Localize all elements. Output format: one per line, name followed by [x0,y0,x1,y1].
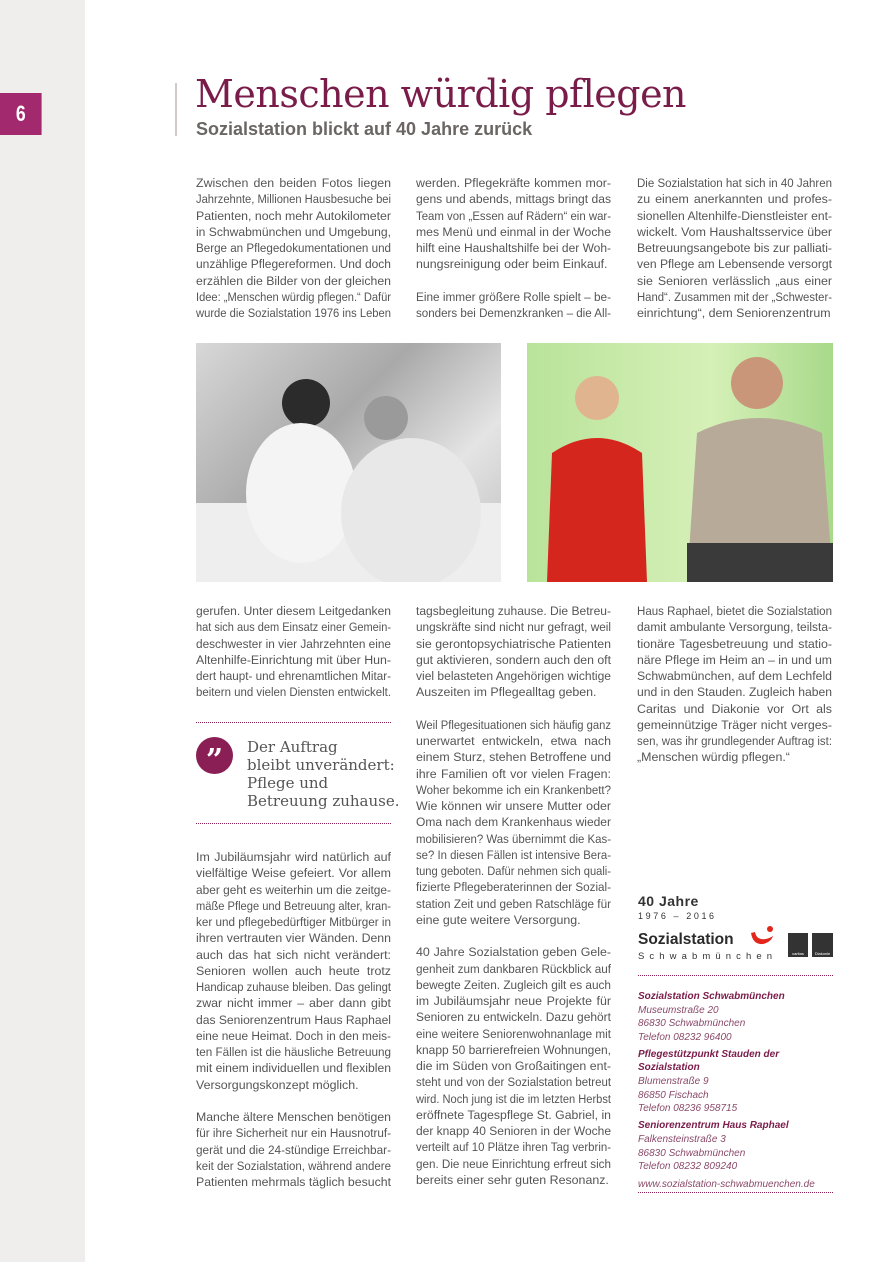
article-column-2-bottom [416,603,612,1188]
text-line [196,619,392,635]
text-line [416,289,612,305]
text-line-content: Versorgungskonzept möglich. [196,1077,359,1092]
smile-logo-icon [749,925,775,947]
text-line-content: Patienten, noch mehr Autokilometer [196,208,391,223]
text-line-content: knapp 50 barrierefreien Wohnungen, [416,1042,611,1057]
contact-city: 86850 Fischach [638,1089,709,1101]
text-line-content: beitern und vielen Diensten entwickelt. [196,685,391,700]
text-line-content: keit der Sozialstation, während andere [196,1158,391,1173]
text-line-content: Caritas und Diakonie vor Ort als [637,701,832,716]
text-line [196,256,392,272]
text-line [196,1060,392,1076]
text-line-content: fizierte Pflegeberaterinnen der Sozial- [416,880,611,895]
text-line [416,175,612,191]
text-line-content: Senioren zu entwickeln. Dazu gehört [416,1010,611,1025]
text-line-content: das Seniorenzentrum Haus Raphael [196,1012,391,1027]
divider-dotted [638,1192,833,1193]
text-line-content: Betreuungsangebote bis zur palliati- [637,241,832,255]
text-line [637,733,833,749]
text-line [416,944,612,960]
anniversary-title: 40 Jahre [638,893,699,909]
text-line [416,636,612,652]
text-line [637,603,833,619]
text-line-content: eine weitere Seniorenwohnanlage mit [416,1026,611,1041]
divider-dotted [196,823,391,824]
article-column-1-bottom [196,849,392,1190]
text-line [196,930,392,946]
text-line-content: unzählige Pflegereformen. Und doch [196,257,391,272]
text-line [637,684,833,700]
text-line-content: nungsreinigung oder beim Einkauf. [416,257,608,272]
text-line [637,701,833,717]
text-line-content: einrichtung“, dem Seniorenzentrum [637,306,831,320]
text-line [416,684,612,700]
text-line-content: mit einem individuellen und flexiblen [196,1061,391,1076]
text-line-content: Manche ältere Menschen benötigen [196,1110,391,1124]
text-line [416,912,612,928]
text-line [637,240,833,256]
pull-quote [247,738,400,810]
text-line-content: und in den Stauden. Zugleich haben [637,685,832,700]
text-line [416,1123,612,1139]
text-line [196,289,392,305]
text-line [196,1109,392,1125]
text-line-content: sonders bei Demenzkranken – die All- [416,306,611,320]
text-line-content: „Menschen würdig pflegen.“ [637,750,790,765]
text-line-content: mäße Pflege und Betreuung alter, kran- [196,898,391,913]
article-column-2-top [416,175,612,321]
text-line [416,879,612,895]
text-line [196,1044,392,1060]
pull-quote-line: Pflege und [247,774,329,792]
page-subtitle: Sozialstation blickt auf 40 Jahre zurück [196,119,533,139]
text-line-content: Zwischen den beiden Fotos liegen [196,176,391,190]
historic-photo-illustration [196,343,501,582]
text-line-content: gerät und die 24-stündige Erreichbar- [196,1142,391,1157]
text-line [416,1172,612,1188]
text-line-content: Wie können wir unsere Mutter oder [416,799,611,813]
text-line [416,961,612,977]
text-line-content: ker und pflegebedürftiger Mitbürger in [196,915,391,929]
contact-entry [638,1048,838,1116]
text-line-content: genheit zum dankbaren Rückblick auf [416,961,611,976]
text-line [196,1028,392,1044]
text-line-content: Handicap zuhause bleiben. Das gelingt [196,980,391,994]
text-line-content: hat sich aus dem Einsatz einer Gemein- [196,620,391,635]
text-line [196,1158,392,1174]
text-line-content: Eine immer größere Rolle spielt – be- [416,289,611,304]
text-line-content: damit ambulante Versorgung, teilsta- [637,620,832,635]
modern-photo-illustration [527,343,833,582]
text-line-content: Team von „Essen auf Rädern“ ein war- [416,208,611,223]
text-line [416,798,612,814]
text-line-content: vielfältige Weise gefeiert. Vor allem [196,866,391,881]
text-line-content: ihren vertrauten vier Wänden. Denn [196,931,391,946]
page-margin-strip [0,0,85,1262]
pull-quote-line: bleibt unverändert: [247,756,395,774]
text-line [196,273,392,289]
contact-name: Seniorenzentrum Haus Raphael [638,1120,789,1132]
text-line [416,1026,612,1042]
text-line-content: viel belasteten Angehörigen wichtige [416,669,611,683]
text-line-content: Hand“. Zusammen mit der „Schwester- [637,289,832,304]
text-line-content: ungskräfte sind nicht nur gefragt, weil [416,620,611,635]
diakonie-logo: Diakonie [812,933,833,957]
text-line [416,1156,612,1172]
article-column-1-top [196,175,392,321]
text-line-content: Patienten mehrmals täglich besucht [196,1175,391,1189]
text-line-content: gens und abends, mittags bringt das [416,192,611,207]
text-line-content: wird. Noch jung ist die im letzten Herbst [416,1091,611,1106]
text-line-content: se? In diesen Fällen ist intensive Bera- [416,847,611,862]
website-link[interactable]: www.sozialstation-schwabmuenchen.de [638,1178,815,1190]
text-line-content: Haus Raphael, bietet die Sozialstation [637,604,832,618]
text-line-content: zu einem anerkannten und profes- [637,192,832,207]
text-line [416,668,612,684]
text-line [416,831,612,847]
text-line [637,175,833,191]
article-column-3-bottom [637,603,833,766]
text-line-content: sen, was ihr grundlegender Auftrag ist: [637,734,832,748]
anniversary-years: 1976 – 2016 [638,911,717,921]
text-line-content: bereits einer sehr guten Resonanz. [416,1172,609,1187]
text-line [196,914,392,930]
text-line [196,636,392,652]
contact-entry [638,1119,838,1173]
page-title: Menschen würdig pflegen [195,72,687,116]
text-line [416,733,612,749]
pull-quote-line: Betreuung zuhause. [247,792,400,810]
divider-dotted [638,975,833,976]
text-line-content: zwar nicht immer – aber dann gibt [196,996,391,1011]
text-line [416,1107,612,1123]
text-line-content: sionellen Altenhilfe-Dienstleister ent- [637,208,832,223]
text-line [416,1139,612,1155]
text-line-content: Idee: „Menschen würdig pflegen.“ Dafür [196,289,391,304]
text-line [416,1009,612,1025]
contact-phone: Telefon 08232 809240 [638,1161,738,1173]
text-line [637,668,833,684]
text-line [416,1042,612,1058]
text-line-content: gen. Die neue Einrichtung erfreut sich [416,1156,611,1171]
text-line-content: auch das hat sich nicht verändert: [196,947,391,962]
text-line-content: Altenhilfe-Einrichtung mit über Hun- [196,652,391,667]
text-line [196,947,392,963]
text-line-content: unerwartet entwickeln, etwa nach [416,734,611,748]
text-line-content: im Jubiläumsjahr neue Projekte für [416,994,611,1008]
text-line [416,1074,612,1090]
modern-photo-blood-pressure-check [527,343,833,582]
text-line-content: ven Pflege am Lebensende versorgt [637,257,832,272]
text-line-content: sie Senioren verlässlich „aus einer [637,273,832,288]
text-line-content: in Schwabmünchen und Umgebung, [196,224,391,239]
text-line [416,191,612,207]
text-line [196,1142,392,1158]
contact-street: Blumenstraße 9 [638,1076,709,1088]
text-line-content: ihre Familien oft vor vielen Fragen: [416,766,611,781]
text-line [196,305,392,321]
text-line [416,749,612,765]
text-line-content: verteilt auf 10 Plätze ihren Tag verbrin- [416,1140,611,1155]
contact-street: Museumstraße 20 [638,1004,719,1016]
text-line-content: werden. Pflegekräfte kommen mor- [416,176,611,190]
text-line [416,766,612,782]
text-line [416,240,612,256]
text-line [416,305,612,321]
text-line-content: deschwester in vier Jahrzehnten eine [196,636,391,651]
text-line [196,865,392,881]
text-line-content: eine neue Heimat. Doch in den meis- [196,1028,391,1043]
text-line-content: Auszeiten im Pflegealltag geben. [416,685,597,700]
text-line [637,652,833,668]
text-line [196,1125,392,1141]
text-line-content: Schwabmünchen, auf dem Lechfeld [637,669,832,683]
logo-town: Schwabmünchen [638,951,778,962]
text-line-content: eröffnete Tagespflege St. Gabriel, in [416,1107,611,1122]
text-line [416,993,612,1009]
contact-city: 86830 Schwabmünchen [638,1147,746,1159]
text-line [196,1174,392,1190]
text-line [196,1077,392,1093]
text-line [196,652,392,668]
contact-street: Falkensteinstraße 3 [638,1133,726,1145]
contact-city: 86830 Schwabmünchen [638,1018,746,1030]
text-line-content: einem Sturz, stehen Betroffene und [416,750,611,765]
text-line [416,1091,612,1107]
text-line [416,1058,612,1074]
divider-dotted [196,722,391,723]
text-line [416,603,612,619]
text-line [416,652,612,668]
text-line [416,256,612,272]
text-line [416,977,612,993]
text-line [196,668,392,684]
text-line [416,717,612,733]
text-line-content: mes Menü und einmal in der Woche [416,224,611,239]
text-line [637,749,833,765]
contact-name: Pflegestützpunkt Stauden der Sozialstation [638,1048,780,1074]
text-line-content: gerufen. Unter diesem Leitgedanken [196,604,391,618]
pull-quote-line: Der Auftrag [247,738,338,756]
logo-name: Sozialstation [638,931,734,948]
text-line [196,995,392,1011]
text-line-content: sie gerontopsychiatrische Patienten [416,636,611,651]
contact-phone: Telefon 08232 96400 [638,1031,732,1043]
text-line [637,256,833,272]
contact-entry [638,990,838,1044]
text-line-content: tionäre Tagesbetreuung und statio- [637,636,832,651]
text-line [196,224,392,240]
text-line-content: 40 Jahre Sozialstation geben Gele- [416,945,611,960]
text-line-content: der knapp 40 Senioren in der Woche [416,1124,611,1138]
text-line-content: steht und von der Sozialstation betreut [416,1075,611,1090]
text-line [416,782,612,798]
text-line [196,191,392,207]
text-line-content: gut aktivieren, sondern auch den oft [416,652,611,667]
text-line [196,898,392,914]
text-line [196,1012,392,1028]
text-line-content: gemeinnützige Träger nicht verges- [637,717,832,732]
text-line [196,849,392,865]
contact-name: Sozialstation Schwabmünchen [638,991,785,1002]
text-line [416,224,612,240]
text-line-content: eine gute weitere Versorgung. [416,912,581,927]
contact-phone: Telefon 08236 958715 [638,1103,738,1115]
text-line-content: hilft eine Haushaltshilfe bei der Woh- [416,241,611,255]
text-line [196,684,392,700]
text-line-content: für ihre Sicherheit nur ein Hausnotruf- [196,1126,391,1141]
article-column-1-middle [196,603,392,701]
title-divider [175,83,177,136]
text-line [637,191,833,207]
text-line [196,208,392,224]
text-line [637,289,833,305]
text-line [416,896,612,912]
contact-list [638,990,838,1191]
text-line [196,882,392,898]
text-line [196,240,392,256]
text-line [637,273,833,289]
text-line-content: Oma nach dem Krankenhaus wieder [416,815,611,830]
text-line-content: tung geboten. Dafür nehmen sich quali- [416,864,611,878]
text-line-content: Senioren wollen auch heute trotz [196,963,391,978]
text-line [637,305,833,321]
text-line [416,619,612,635]
caritas-logo: caritas [788,933,808,957]
quotation-mark-icon: ” [196,737,233,774]
text-line [416,208,612,224]
text-line-content: tagsbegleitung zuhause. Die Betreu- [416,604,611,618]
text-line-content: Woher bekomme ich ein Krankenbett? [416,782,611,797]
text-line [637,224,833,240]
article-column-3-top [637,175,833,321]
text-line-content: Die Sozialstation hat sich in 40 Jahren [637,176,832,190]
text-line [196,603,392,619]
text-line-content: ten Fällen ist die häusliche Betreuung [196,1045,391,1059]
text-line [416,814,612,830]
text-line-content: bewegte Zeiten. Zugleich gilt es auch [416,977,611,992]
text-line-content: Im Jubiläumsjahr wird natürlich auf [196,850,391,864]
text-line [416,847,612,863]
text-line-content: aber geht es weiterhin um die zeitge- [196,882,391,897]
text-line [196,979,392,995]
text-line [637,208,833,224]
text-line-content: Berge an Pflegedokumentationen und [196,241,391,255]
page-number: 6 [0,93,42,135]
text-line-content: mobilisieren? Was übernimmt die Kas- [416,831,611,846]
text-line-content: Weil Pflegesituationen sich häufig ganz [416,717,611,732]
text-line [637,619,833,635]
text-line-content: die im Süden von Großaitingen ent- [416,1059,611,1073]
text-line-content: Jahrzehnte, Millionen Hausbesuche bei [196,192,391,207]
text-line-content: erzählen die Bilder von der gleichen [196,273,391,288]
text-line [196,963,392,979]
text-line-content: dert haupt- und ehrenamtlichen Mitar- [196,669,391,683]
text-line [416,863,612,879]
text-line [637,717,833,733]
text-line-content: station Zeit und geben Ratschläge für [416,896,611,911]
historic-photo-nurse-and-patient [196,343,501,582]
text-line-content: näre Pflege im Heim an – in und um [637,652,832,667]
text-line [637,636,833,652]
text-line-content: wurde die Sozialstation 1976 ins Leben [196,306,391,320]
text-line-content: wickelt. Vom Haushaltsservice über [637,224,832,239]
text-line [196,175,392,191]
